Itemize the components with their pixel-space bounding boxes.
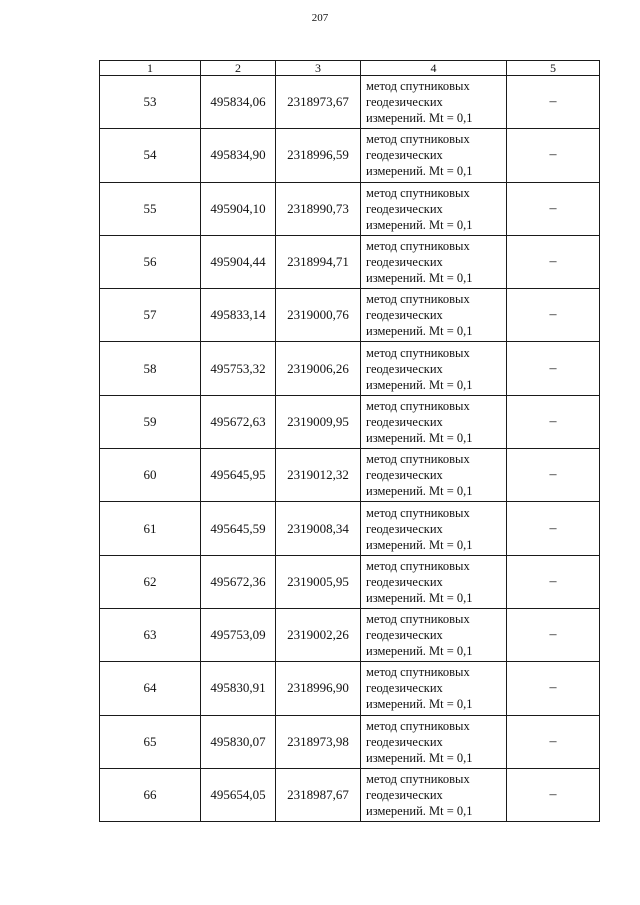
note-cell: – [507,395,600,448]
point-number-cell: 61 [100,502,201,555]
x-coordinate-cell: 495834,06 [201,76,276,129]
method-line: геодезических [366,574,443,589]
method-line: метод спутниковых [366,772,470,786]
point-number-cell: 62 [100,555,201,608]
x-coordinate-cell: 495904,10 [201,182,276,235]
method-cell [361,395,507,448]
method-line: геодезических [366,414,443,429]
point-number-cell: 65 [100,715,201,768]
note-cell: – [507,182,600,235]
x-coordinate-cell: 495645,95 [201,449,276,502]
method-cell [361,129,507,182]
x-coordinate-cell: 495834,90 [201,129,276,182]
y-coordinate-cell: 2319009,95 [276,395,361,448]
note-cell: – [507,342,600,395]
x-coordinate-cell: 495672,36 [201,555,276,608]
note-cell: – [507,715,600,768]
method-line: геодезических [366,148,443,163]
point-number-cell: 58 [100,342,201,395]
header-col-4: 4 [361,61,507,76]
method-line: измерений. Mt = 0,1 [366,271,473,286]
method-line: метод спутниковых [366,718,470,733]
method-line: измерений. Mt = 0,1 [366,164,473,179]
method-line: измерений. Mt = 0,1 [366,590,473,605]
table-row [100,395,600,448]
x-coordinate-cell: 495672,63 [201,395,276,448]
note-cell: – [507,289,600,342]
y-coordinate-cell: 2318996,90 [276,662,361,715]
method-cell [361,76,507,129]
note-cell: – [507,768,600,821]
y-coordinate-cell: 2319006,26 [276,342,361,395]
point-number-cell: 57 [100,289,201,342]
method-line: метод спутниковых [366,292,470,307]
coordinates-table [99,60,600,822]
y-coordinate-cell: 2318987,67 [276,768,361,821]
method-line: геодезических [366,95,443,110]
method-line: измерений. Mt = 0,1 [366,537,473,552]
note-cell: – [507,449,600,502]
note-cell: – [507,129,600,182]
y-coordinate-cell: 2319008,34 [276,502,361,555]
method-line: измерений. Mt = 0,1 [366,324,473,339]
note-cell: – [507,76,600,129]
method-line: измерений. Mt = 0,1 [366,111,473,126]
method-line: геодезических [366,468,443,483]
method-line: геодезических [366,361,443,376]
header-col-3: 3 [276,61,361,76]
x-coordinate-cell: 495654,05 [201,768,276,821]
table-row [100,182,600,235]
method-line: геодезических [366,788,443,802]
method-line: метод спутниковых [366,505,470,520]
x-coordinate-cell: 495833,14 [201,289,276,342]
method-line: измерений. Mt = 0,1 [366,377,473,392]
table-row [100,449,600,502]
method-cell [361,768,507,821]
point-number-cell: 66 [100,768,201,821]
method-cell [361,235,507,288]
method-line: геодезических [366,521,443,536]
y-coordinate-cell: 2318994,71 [276,235,361,288]
method-cell [361,715,507,768]
method-cell [361,182,507,235]
page-number: 207 [311,12,329,24]
y-coordinate-cell: 2319005,95 [276,555,361,608]
header-col-1: 1 [100,61,201,76]
method-cell [361,608,507,661]
table-row [100,235,600,288]
table-row [100,502,600,555]
point-number-cell: 59 [100,395,201,448]
y-coordinate-cell: 2318973,67 [276,76,361,129]
x-coordinate-cell: 495753,09 [201,608,276,661]
table-row [100,342,600,395]
method-line: измерений. Mt = 0,1 [366,644,473,659]
method-line: геодезических [366,255,443,270]
method-line: метод спутниковых [366,665,470,680]
x-coordinate-cell: 495753,32 [201,342,276,395]
method-line: метод спутниковых [366,79,470,94]
note-cell: – [507,662,600,715]
method-cell [361,289,507,342]
point-number-cell: 56 [100,235,201,288]
point-number-cell: 60 [100,449,201,502]
table-row [100,715,600,768]
method-line: геодезических [366,681,443,696]
method-cell [361,555,507,608]
method-line: измерений. Mt = 0,1 [366,697,473,712]
point-number-cell: 54 [100,129,201,182]
method-line: метод спутниковых [366,185,470,200]
note-cell: – [507,555,600,608]
header-col-5: 5 [507,61,600,76]
table-row [100,289,600,342]
note-cell: – [507,235,600,288]
method-line: геодезических [366,734,443,749]
method-line: метод спутниковых [366,345,470,360]
method-line: измерений. Mt = 0,1 [366,484,473,499]
note-cell: – [507,502,600,555]
table-row [100,662,600,715]
method-cell [361,342,507,395]
y-coordinate-cell: 2319002,26 [276,608,361,661]
y-coordinate-cell: 2318990,73 [276,182,361,235]
method-line: метод спутниковых [366,452,470,467]
method-line: измерений. Mt = 0,1 [366,217,473,232]
method-cell [361,449,507,502]
y-coordinate-cell: 2318996,59 [276,129,361,182]
method-line: геодезических [366,201,443,216]
note-cell: – [507,608,600,661]
method-cell [361,662,507,715]
point-number-cell: 55 [100,182,201,235]
table-row [100,129,600,182]
method-line: метод спутниковых [366,558,470,573]
point-number-cell: 63 [100,608,201,661]
table-row [100,76,600,129]
method-cell [361,502,507,555]
point-number-cell: 53 [100,76,201,129]
method-line: метод спутниковых [366,398,470,413]
table-body [100,76,600,822]
header-col-2: 2 [201,61,276,76]
table-row [100,608,600,661]
x-coordinate-cell: 495904,44 [201,235,276,288]
method-line: метод спутниковых [366,612,470,627]
y-coordinate-cell: 2318973,98 [276,715,361,768]
method-line: метод спутниковых [366,132,470,147]
table-header-row [100,61,600,76]
point-number-cell: 64 [100,662,201,715]
method-line: измерений. Mt = 0,1 [366,430,473,445]
method-line: геодезических [366,308,443,323]
method-line: геодезических [366,628,443,643]
y-coordinate-cell: 2319000,76 [276,289,361,342]
x-coordinate-cell: 495830,91 [201,662,276,715]
table-row [100,555,600,608]
table-row [100,768,600,821]
x-coordinate-cell: 495645,59 [201,502,276,555]
method-line: метод спутниковых [366,239,470,254]
x-coordinate-cell: 495830,07 [201,715,276,768]
y-coordinate-cell: 2319012,32 [276,449,361,502]
method-line: измерений. Mt = 0,1 [366,750,473,765]
method-line: измерений. Mt = 0,1 [366,804,473,818]
